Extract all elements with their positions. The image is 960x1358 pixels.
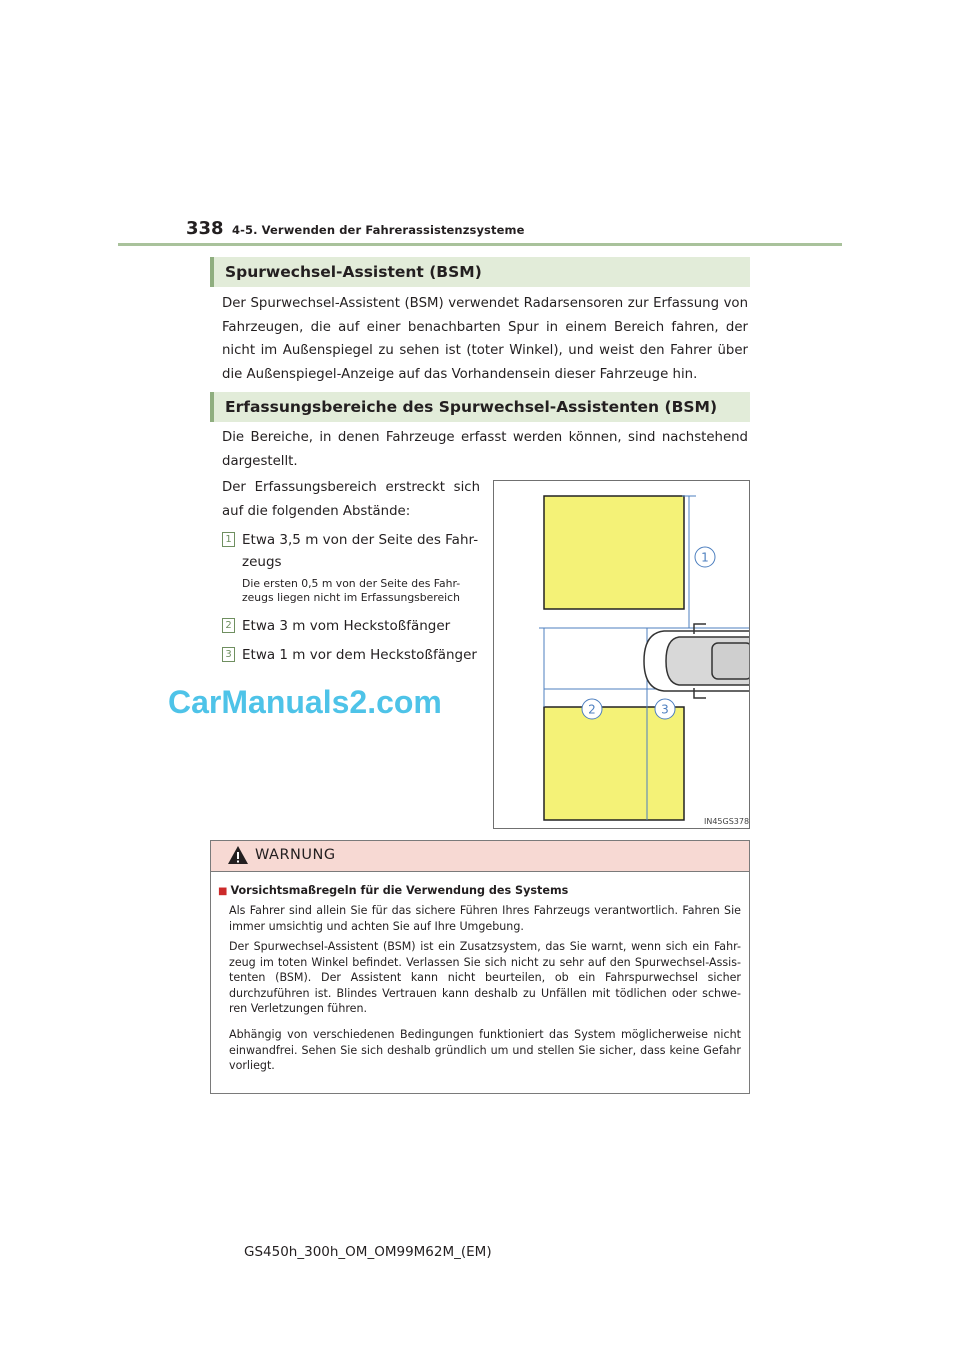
list-item-1-text: Etwa 3,5 m von der Seite des Fahr-zeugs [242, 532, 479, 570]
list-item-2-text: Etwa 3 m vom Heckstoßfänger [242, 618, 451, 634]
warning-title: WARNUNG [255, 847, 336, 863]
note-text: Die ersten 0,5 m von der Seite des Fahr-zeugs liegen nicht im Erfassungsbereich [242, 577, 461, 604]
warning-header [211, 841, 749, 872]
section-heading-detection-areas [210, 392, 750, 422]
header-rule [118, 243, 842, 246]
number-badge-2: 2 [222, 618, 235, 633]
footer-code: GS450h_300h_OM_OM99M62M_(EM) [244, 1244, 492, 1260]
bsm-description: Der Spurwechsel-Assistent (BSM) verwendet Radarsensoren zur Erfassung von Fahrzeugen, die auf einer benachbarten Spur in einem Bereich fahren, der nicht im Außenspiegel zu sehen ist (toter Winkel), und weist den Fahrer über die Außenspiegel-Anzeige auf das Vorhandensein dieser Fahrzeuge hin. [222, 296, 748, 382]
warning-paragraph-3: Abhängig von verschiedenen Bedingungen funktioniert das System möglicherweise nicht einwandfrei. Sehen Sie sich deshalb gründlich um und stellen Sie sicher, dass keine Gefahr vorliegt. [229, 1028, 741, 1072]
rear-detection-zone [544, 707, 684, 820]
diagram-label-3: 3 [661, 702, 669, 717]
diagram-code: IN45GS378 [704, 817, 749, 826]
diagram-label-2: 2 [588, 702, 596, 717]
diagram-svg [494, 481, 749, 828]
warning-subtitle [218, 884, 568, 897]
diagram-label-1: 1 [701, 550, 709, 565]
red-square-bullet-icon: ■ [218, 886, 228, 897]
front-detection-zone [544, 496, 684, 609]
warning-paragraph-1: Als Fahrer sind allein Sie für das sichere Führen Ihres Fahrzeugs verantwortlich. Fahren Sie immer umsichtig und achten Sie auf Ihre Umgebung. [229, 904, 741, 933]
number-badge-1: 1 [222, 532, 235, 547]
warning-subtitle-text: Vorsichtsmaßregeln für die Verwendung des Systems [230, 884, 569, 897]
watermark: CarManuals2.com [168, 684, 442, 720]
chapter-title: 4-5. Verwenden der Fahrerassistenzsysteme [232, 223, 525, 237]
section-heading-bsm [210, 257, 750, 287]
warning-box [210, 840, 750, 1094]
section-heading-bsm-text: Spurwechsel-Assistent (BSM) [225, 263, 482, 281]
warning-paragraph-2: Der Spurwechsel-Assistent (BSM) ist ein Zusatzsystem, das Sie warnt, wenn sich ein Fahr-zeug im toten Winkel befindet. Verlassen Sie sich nicht zu sehr auf den Spurwechsel-Assis-tenten (BSM). Der Assistent kann nicht beurteilen, ob ein Fahrspurwechsel sicher durchzuführen ist. Blindes Vertrauen kann deshalb zu Unfällen mit tödlichen oder schwe-ren Verletzungen führen. [229, 940, 741, 1015]
detection-intro: Die Bereiche, in denen Fahrzeuge erfasst werden können, sind nachstehend dargestellt. [222, 430, 748, 469]
car-top-view [644, 624, 749, 698]
page-number: 338 [186, 218, 224, 239]
section-heading-detection-text: Erfassungsbereiche des Spurwechsel-Assistenten (BSM) [225, 398, 718, 416]
warning-triangle-icon [227, 845, 249, 865]
range-intro: Der Erfassungsbereich erstreckt sich auf die folgenden Abstände: [222, 480, 480, 519]
list-item-3-text: Etwa 1 m vor dem Heckstoßfänger [242, 647, 477, 663]
number-badge-3: 3 [222, 647, 235, 662]
detection-area-diagram [493, 480, 750, 829]
